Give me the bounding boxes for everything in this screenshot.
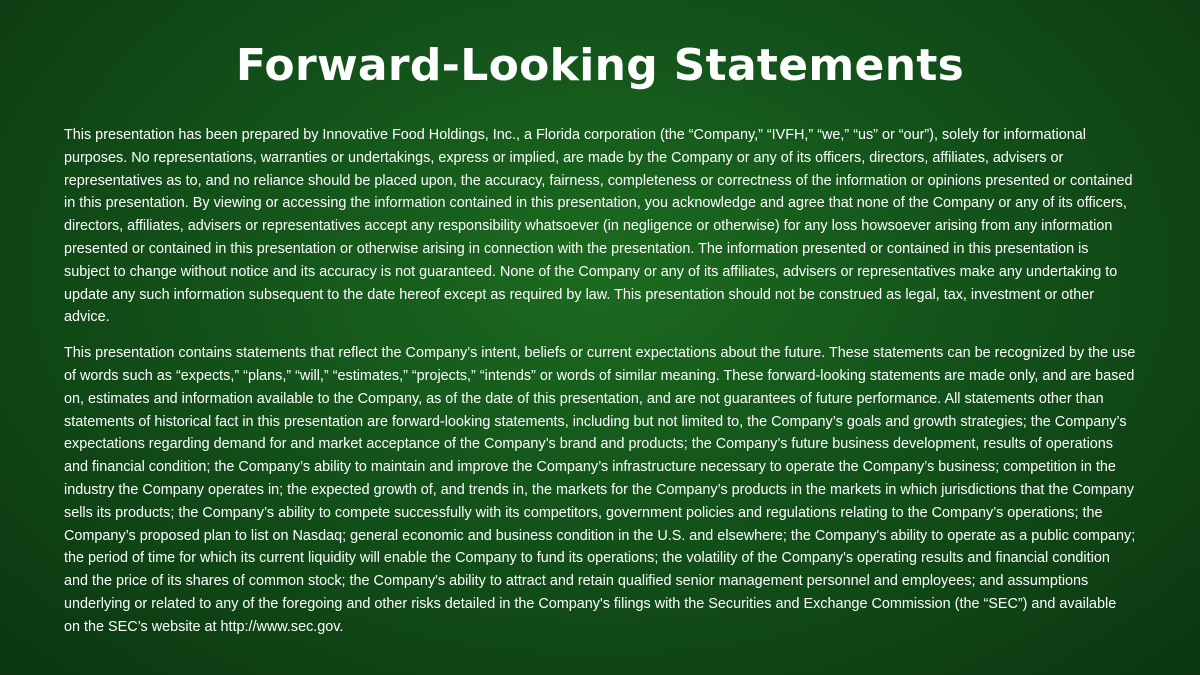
disclaimer-paragraph-1: This presentation has been prepared by Innovative Food Holdings, Inc., a Florida corporation (the “Company,” “IVFH,” “we,” “us” or “our”), solely for informational purposes. No representations, warranties or undertakings, express or implied, are made by the Company or any of its officers, directors, affiliates, advisers or representatives as to, and no reliance should be placed upon, the accuracy, fairness, completeness or correctness of the information or opinions presented or contained in this presentation. By viewing or accessing the information contained in this presentation, you acknowledge and agree that none of the Company or any of its officers, directors, affiliates, advisers or representatives accept any responsibility whatsoever (in negligence or otherwise) for any loss howsoever arising from any information presented or contained in this presentation or otherwise arising in connection with the presentation. The information presented or contained in this presentation is subject to change without notice and its accuracy is not guaranteed. None of the Company or any of its affiliates, advisers or representatives make any undertaking to update any such information subsequent to the date hereof except as required by law. This presentation should not be construed as legal, tax, investment or other advice. <box>64 127 1133 326</box>
disclaimer-body <box>64 124 1136 639</box>
disclaimer-paragraph-2: This presentation contains statements that reflect the Company’s intent, beliefs or current expectations about the future. These statements can be recognized by the use of words such as “expects,” “plans,” “will,” “estimates,” “projects,” “intends” or words of similar meaning. These forward-looking statements are made only, and are based on, estimates and information available to the Company, as of the date of this presentation, and are not guarantees of future performance. All statements other than statements of historical fact in this presentation are forward-looking statements, including but not limited to, the Company’s goals and growth strategies; the Company’s expectations regarding demand for and market acceptance of the Company’s brand and products; the Company’s future business development, results of operations and financial condition; the Company’s ability to maintain and improve the Company’s infrastructure necessary to operate the Company’s business; competition in the industry the Company operates in; the expected growth of, and trends in, the markets for the Company’s products in the markets in which jurisdictions that the Company sells its products; the Company’s ability to compete successfully with its competitors, government policies and regulations relating to the Company’s operations; the Company’s proposed plan to list on Nasdaq; general economic and business condition in the U.S. and elsewhere; the Company's ability to operate as a public company; the period of time for which its current liquidity will enable the Company to fund its operations; the volatility of the Company's operating results and financial condition and the price of its shares of common stock; the Company's ability to attract and retain qualified senior management personnel and employees; and assumptions underlying or related to any of the foregoing and other risks detailed in the Company's filings with the Securities and Exchange Commission (the “SEC”) and available on the SEC’s website at http://www.sec.gov. <box>64 345 1136 635</box>
slide-title: Forward-Looking Statements <box>235 40 965 91</box>
